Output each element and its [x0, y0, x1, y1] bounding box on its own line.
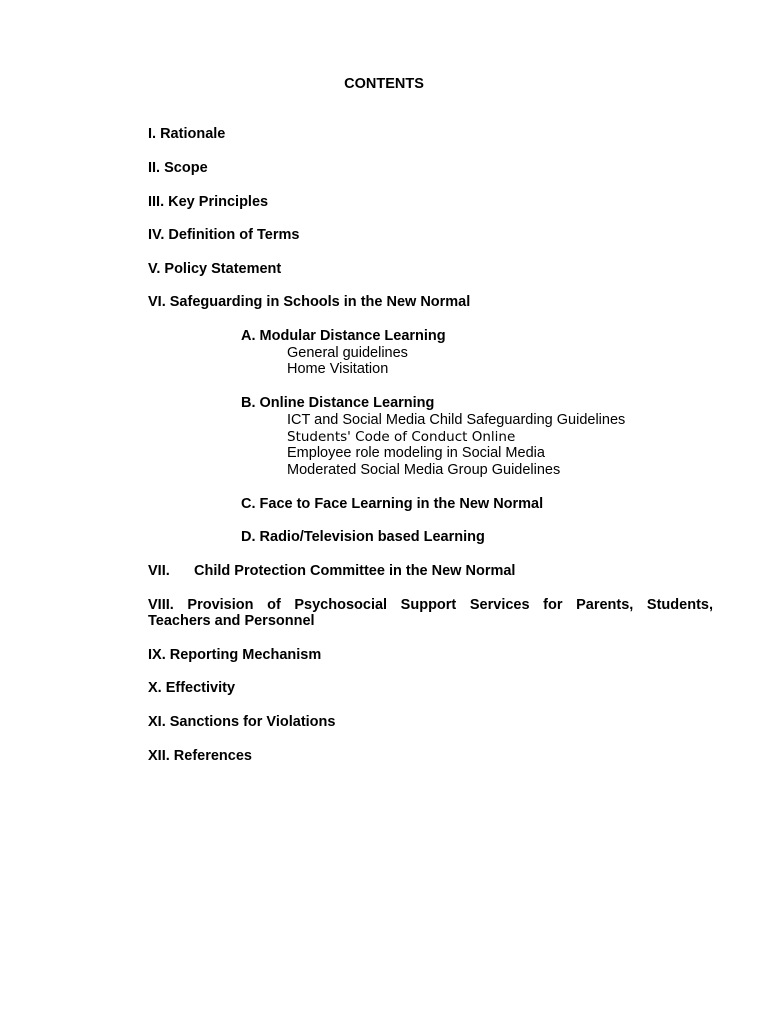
toc-entry-scope: II. Scope	[148, 160, 208, 176]
toc-subentry-radio-tv: D. Radio/Television based Learning	[241, 529, 485, 545]
toc-entry-rationale: I. Rationale	[148, 126, 226, 142]
toc-entry-psychosocial-line1: VIII. Provision of Psychosocial Support Services for Parents, Students,	[148, 597, 713, 613]
toc-entry-key-principles: III. Key Principles	[148, 194, 269, 210]
toc-subentry-online: B. Online Distance Learning	[241, 395, 435, 411]
toc-entry-effectivity: X. Effectivity	[148, 680, 236, 696]
page-title: CONTENTS	[344, 76, 424, 92]
toc-entry-safeguarding: VI. Safeguarding in Schools in the New Normal	[148, 294, 471, 310]
toc-item-code-of-conduct: Students' Code of Conduct Online	[287, 429, 516, 445]
toc-item-moderated-groups: Moderated Social Media Group Guidelines	[287, 462, 561, 478]
toc-item-general-guidelines: General guidelines	[287, 345, 408, 361]
toc-entry-reporting: IX. Reporting Mechanism	[148, 647, 322, 663]
toc-entry-sanctions: XI. Sanctions for Violations	[148, 714, 336, 730]
toc-entry-policy-statement: V. Policy Statement	[148, 261, 282, 277]
toc-entry-references: XII. References	[148, 748, 252, 764]
toc-item-ict-guidelines: ICT and Social Media Child Safeguarding Guidelines	[287, 412, 626, 428]
toc-entry-child-protection: Child Protection Committee in the New Normal	[194, 563, 516, 579]
toc-entry-number-vii: VII.	[148, 563, 170, 579]
toc-entry-definition-of-terms: IV. Definition of Terms	[148, 227, 300, 243]
toc-item-employee-role-modeling: Employee role modeling in Social Media	[287, 445, 545, 461]
toc-subentry-modular: A. Modular Distance Learning	[241, 328, 446, 344]
toc-item-home-visitation: Home Visitation	[287, 361, 389, 377]
toc-entry-psychosocial-line2: Teachers and Personnel	[148, 613, 315, 629]
toc-subentry-face-to-face: C. Face to Face Learning in the New Normal	[241, 496, 544, 512]
